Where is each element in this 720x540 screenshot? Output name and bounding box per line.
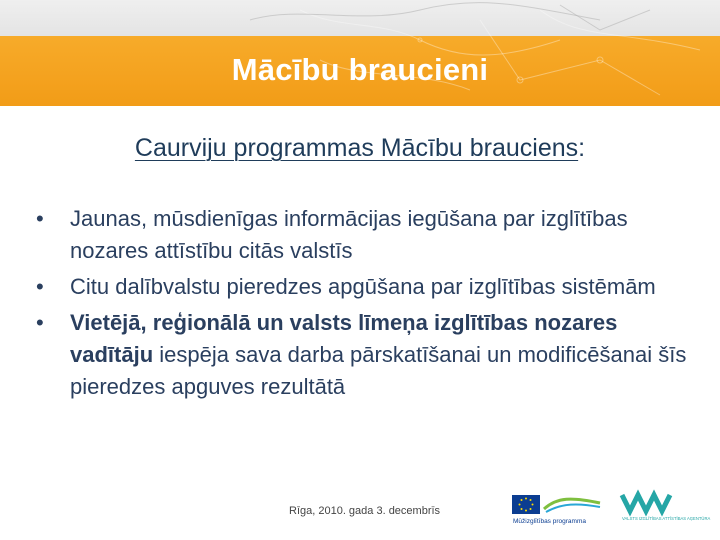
via-mark-icon (622, 495, 670, 511)
bullet-bold-text: Vietējā, reģionālā un valsts līmeņa izglītības nozares vadītāju (70, 310, 618, 367)
bullet-list (36, 203, 696, 407)
slide-title: Mācību braucieni (231, 52, 489, 87)
footer-date: Rīga, 2010. gada 3. decembrīs (289, 505, 441, 517)
bullet-marker: • (36, 206, 44, 231)
eu-logo-caption: Mūžizglītības programma (513, 518, 586, 525)
header-strip (0, 0, 720, 36)
subtitle-colon: : (578, 134, 586, 162)
slide-subtitle (0, 134, 720, 163)
subtitle-underlined-text: Caurviju programmas Mācību brauciens (134, 134, 579, 162)
via-logo-caption: VALSTS IZGLĪTĪBAS ATTĪSTĪBAS AĢENTŪRA (622, 516, 711, 521)
bullet-text: Jaunas, mūsdienīgas informācijas iegūšana par izglītības nozares attīstību citās valstīs (70, 206, 628, 263)
bullet-text: iespēja sava darba pārskatīšanai un modificēšanai šīs pieredzes apguves rezultātā (70, 342, 687, 399)
list-item (36, 203, 696, 267)
bullet-marker: • (36, 274, 44, 299)
via-agency-logo (620, 491, 711, 527)
list-item (36, 307, 696, 403)
list-item (36, 271, 696, 303)
eu-lifelong-learning-logo (512, 493, 602, 525)
bullet-text: Citu dalībvalstu pieredzes apgūšana par izglītības sistēmām (70, 274, 656, 299)
bullet-marker: • (36, 310, 44, 335)
